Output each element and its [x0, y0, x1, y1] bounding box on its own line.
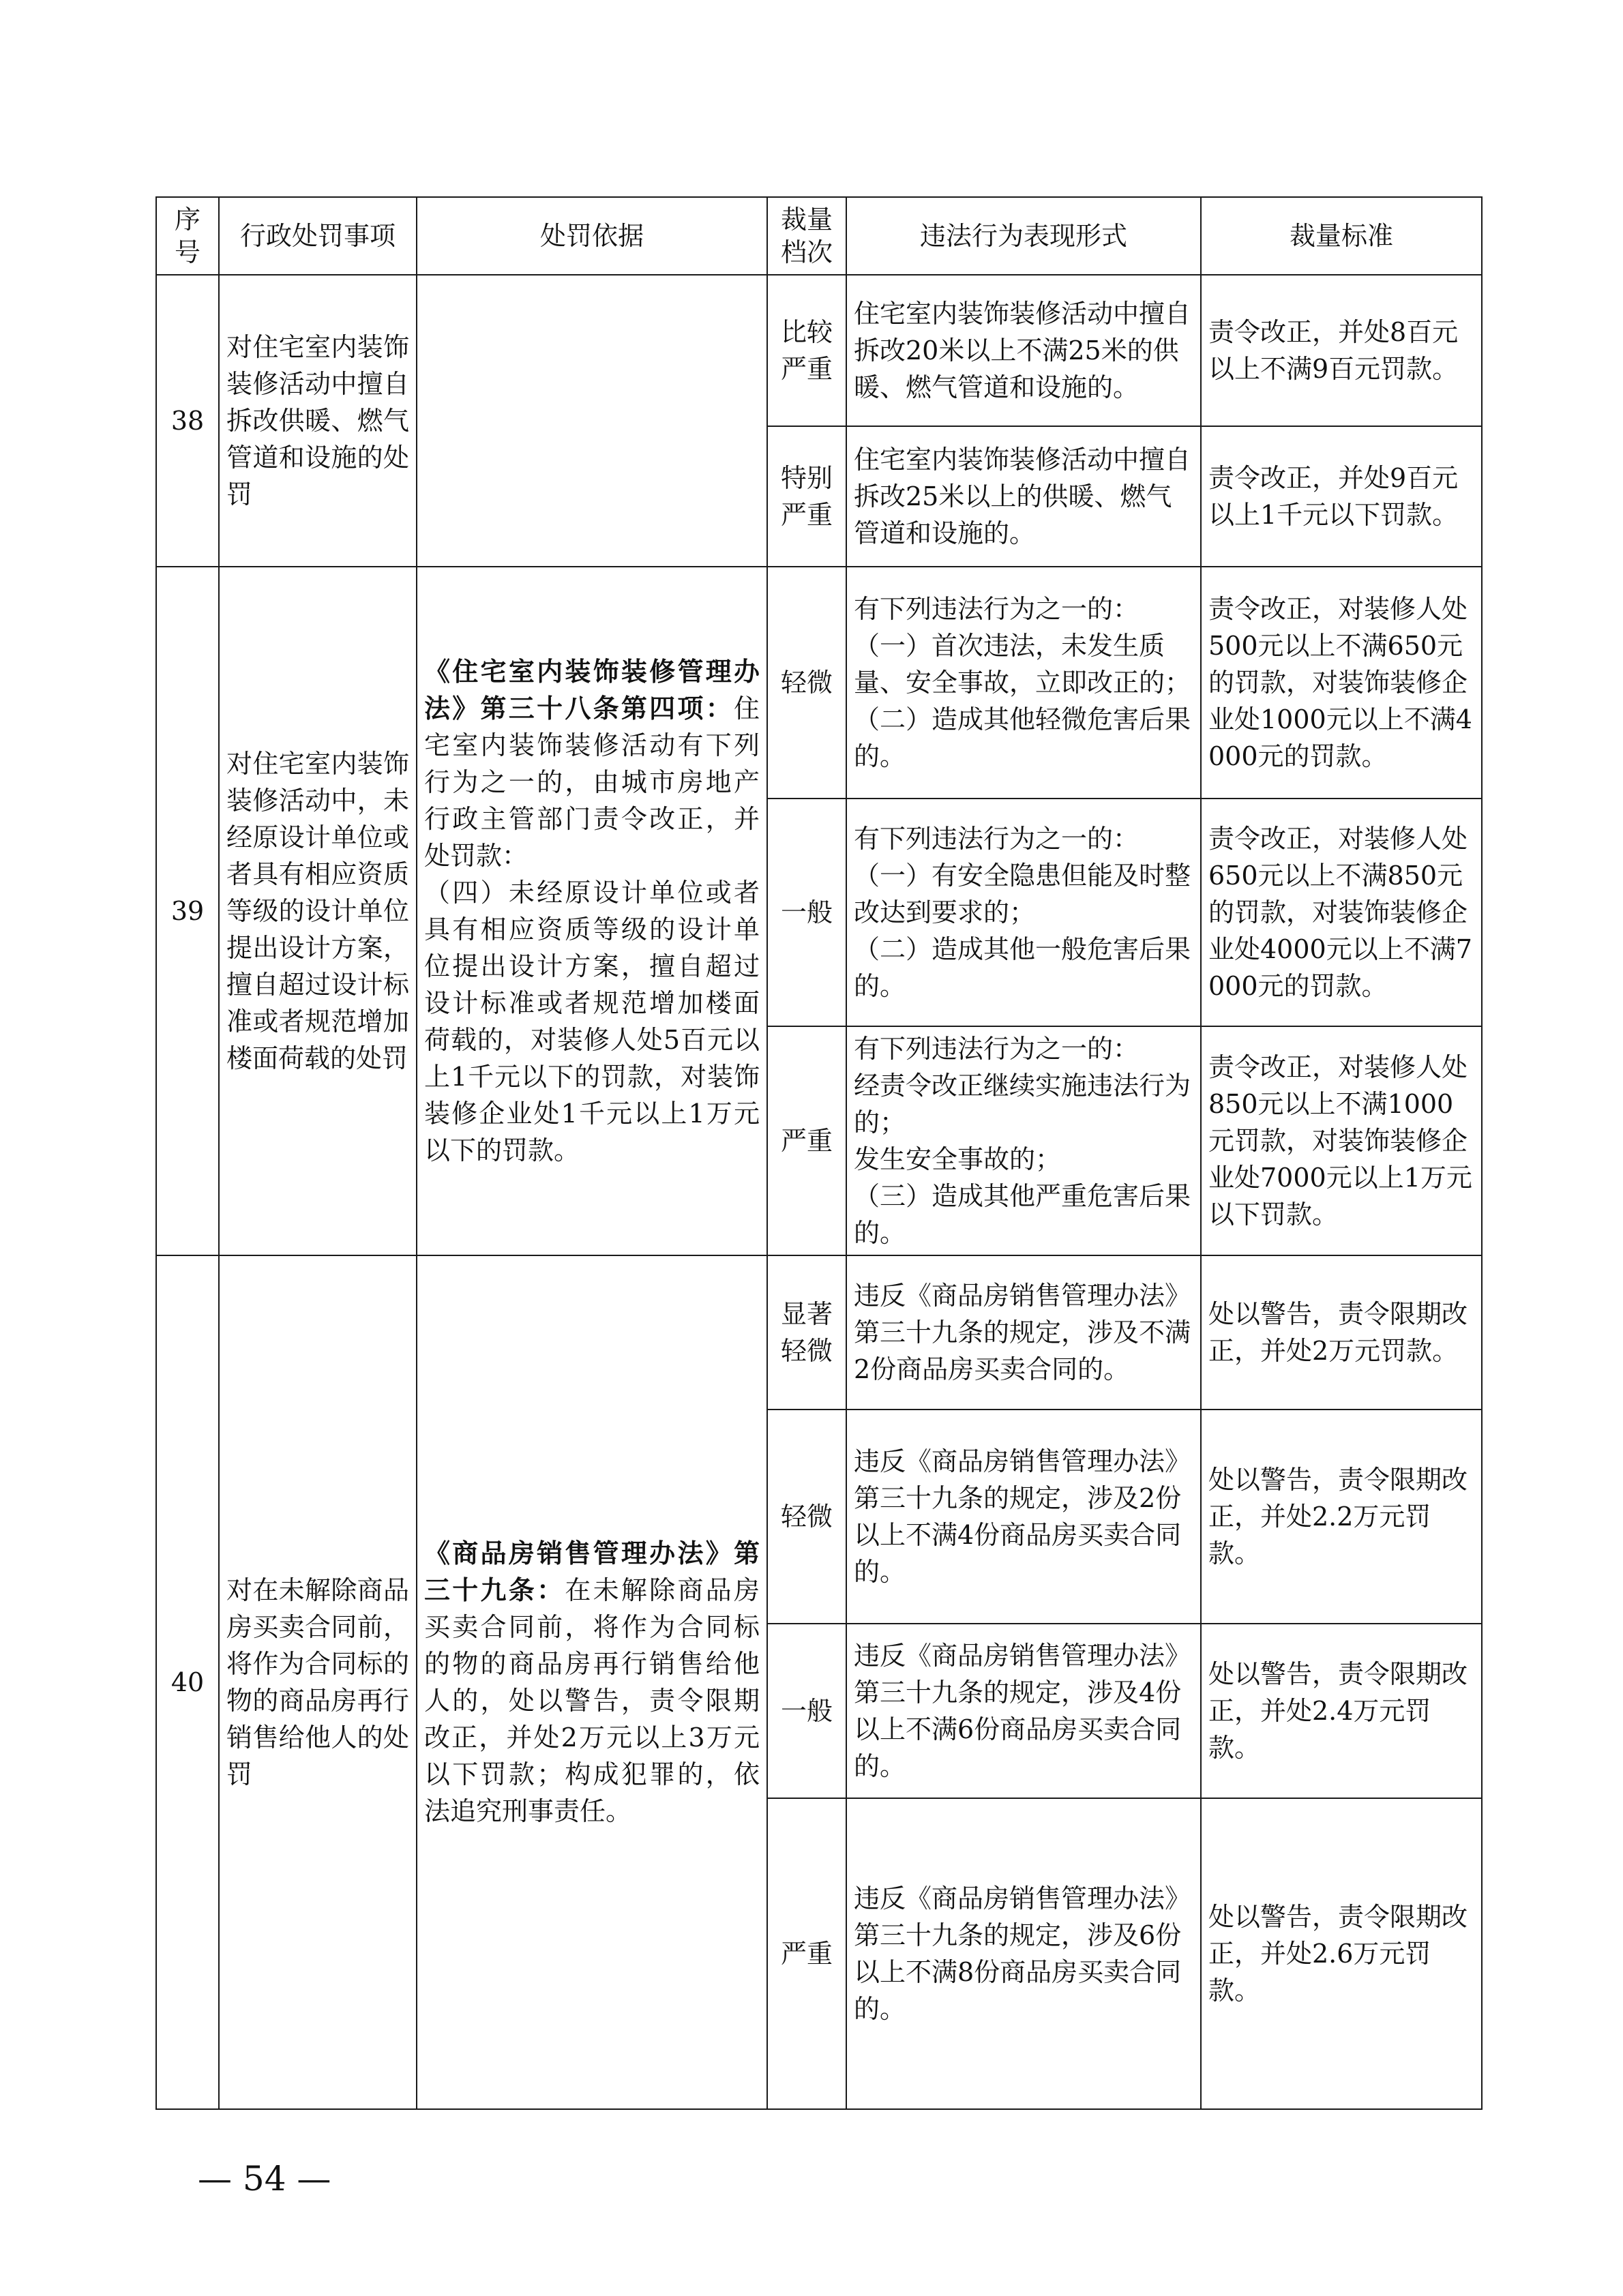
table-header-row [156, 197, 1482, 275]
row-40-form-3: 违反《商品房销售管理办法》第三十九条的规定，涉及4份以上不满6份商品房买卖合同的。 [846, 1624, 1201, 1798]
penalty-discretion-table [155, 196, 1483, 2110]
row-40-form-4: 违反《商品房销售管理办法》第三十九条的规定，涉及6份以上不满8份商品房买卖合同的。 [846, 1798, 1201, 2109]
row-39-standard-3: 责令改正，对装修人处850元以上不满1000元罚款，对装饰装修企业处7000元以上1万元以下罚款。 [1201, 1026, 1482, 1255]
row-39-form-1 [846, 567, 1201, 799]
row-40-form-1: 违反《商品房销售管理办法》第三十九条的规定，涉及不满2份商品房买卖合同的。 [846, 1255, 1201, 1410]
row-40-level-1: 显著轻微 [767, 1255, 846, 1410]
table-row [156, 1255, 1482, 1410]
row-40-standard-1: 处以警告，责令限期改正，并处2万元罚款。 [1201, 1255, 1482, 1410]
row-40-basis [417, 1255, 767, 2109]
header-basis: 处罚依据 [417, 197, 767, 275]
page-number: — 54 — [198, 2159, 331, 2198]
row-39-num: 39 [156, 567, 219, 1255]
row-40-basis-law: 《商品房销售管理办法》第三十九条： [424, 1538, 760, 1605]
row-39-basis-text: 住宅室内装饰装修活动有下列行为之一的，由城市房地产行政主管部门责令改正，并处罚款： [424, 694, 760, 871]
row-39-item: 对住宅室内装饰装修活动中，未经原设计单位或者具有相应资质等级的设计单位提出设计方案，擅自超过设计标准或者规范增加楼面荷载的处罚 [219, 567, 417, 1255]
row-38-form-1: 住宅室内装饰装修活动中擅自拆改20米以上不满25米的供暖、燃气管道和设施的。 [846, 275, 1201, 426]
row-39-basis-law: 《住宅室内装饰装修管理办法》第三十八条第四项： [424, 656, 760, 724]
row-40-level-2: 轻微 [767, 1410, 846, 1624]
table-row [156, 567, 1482, 799]
header-standard: 裁量标准 [1201, 197, 1482, 275]
row-40-level-4: 严重 [767, 1798, 846, 2109]
row-39-form-2 [846, 799, 1201, 1026]
row-39-form-1-a: （一）首次违法，未发生质量、安全事故，立即改正的； [854, 631, 1191, 698]
row-38-basis [417, 275, 767, 567]
row-39-standard-1: 责令改正，对装修人处500元以上不满650元的罚款，对装饰装修企业处1000元以上不满4000元的罚款。 [1201, 567, 1482, 799]
header-level: 裁量档次 [767, 197, 846, 275]
row-39-form-3-b: 发生安全事故的； [854, 1144, 1062, 1174]
row-39-form-3-c: （三）造成其他严重危害后果的。 [854, 1181, 1191, 1248]
row-39-form-2-b: （二）造成其他一般危害后果的。 [854, 934, 1191, 1001]
row-40-item: 对在未解除商品房买卖合同前，将作为合同标的物的商品房再行销售给他人的处罚 [219, 1255, 417, 2109]
row-39-level-2: 一般 [767, 799, 846, 1026]
row-40-level-3: 一般 [767, 1624, 846, 1798]
header-item: 行政处罚事项 [219, 197, 417, 275]
row-38-level-2: 特别严重 [767, 426, 846, 567]
row-39-basis-clause: （四）未经原设计单位或者具有相应资质等级的设计单位提出设计方案，擅自超过设计标准或者规范增加楼面荷载的，对装修人处5百元以上1千元以下的罚款，对装饰装修企业处1千元以上1万元以下的罚款。 [424, 878, 760, 1165]
row-39-level-1: 轻微 [767, 567, 846, 799]
row-38-form-2: 住宅室内装饰装修活动中擅自拆改25米以上的供暖、燃气管道和设施的。 [846, 426, 1201, 567]
row-39-form-3-a: 经责令改正继续实施违法行为的； [854, 1071, 1191, 1137]
row-39-level-3: 严重 [767, 1026, 846, 1255]
row-40-form-2: 违反《商品房销售管理办法》第三十九条的规定，涉及2份以上不满4份商品房买卖合同的。 [846, 1410, 1201, 1624]
row-38-level-1: 比较严重 [767, 275, 846, 426]
row-39-standard-2: 责令改正，对装修人处650元以上不满850元的罚款，对装饰装修企业处4000元以上不满7000元的罚款。 [1201, 799, 1482, 1026]
row-39-form-2-intro: 有下列违法行为之一的： [854, 824, 1140, 854]
row-39-form-3 [846, 1026, 1201, 1255]
table-row [156, 275, 1482, 426]
row-38-standard-1: 责令改正，并处8百元以上不满9百元罚款。 [1201, 275, 1482, 426]
row-38-num: 38 [156, 275, 219, 567]
row-39-form-3-intro: 有下列违法行为之一的： [854, 1034, 1140, 1064]
row-39-form-1-b: （二）造成其他轻微危害后果的。 [854, 704, 1191, 771]
row-40-standard-3: 处以警告，责令限期改正，并处2.4万元罚款。 [1201, 1624, 1482, 1798]
row-38-standard-2: 责令改正，并处9百元以上1千元以下罚款。 [1201, 426, 1482, 567]
row-38-item: 对住宅室内装饰装修活动中擅自拆改供暖、燃气管道和设施的处罚 [219, 275, 417, 567]
row-40-standard-4: 处以警告，责令限期改正，并处2.6万元罚款。 [1201, 1798, 1482, 2109]
header-num: 序号 [156, 197, 219, 275]
row-39-basis [417, 567, 767, 1255]
row-40-num: 40 [156, 1255, 219, 2109]
row-40-basis-text: 在未解除商品房买卖合同前，将作为合同标的物的商品房再行销售给他人的，处以警告，责令限期改正，并处2万元以上3万元以下罚款；构成犯罪的，依法追究刑事责任。 [424, 1575, 760, 1826]
row-39-form-2-a: （一）有安全隐患但能及时整改达到要求的； [854, 861, 1191, 927]
row-40-standard-2: 处以警告，责令限期改正，并处2.2万元罚款。 [1201, 1410, 1482, 1624]
row-39-form-1-intro: 有下列违法行为之一的： [854, 594, 1140, 624]
header-form: 违法行为表现形式 [846, 197, 1201, 275]
